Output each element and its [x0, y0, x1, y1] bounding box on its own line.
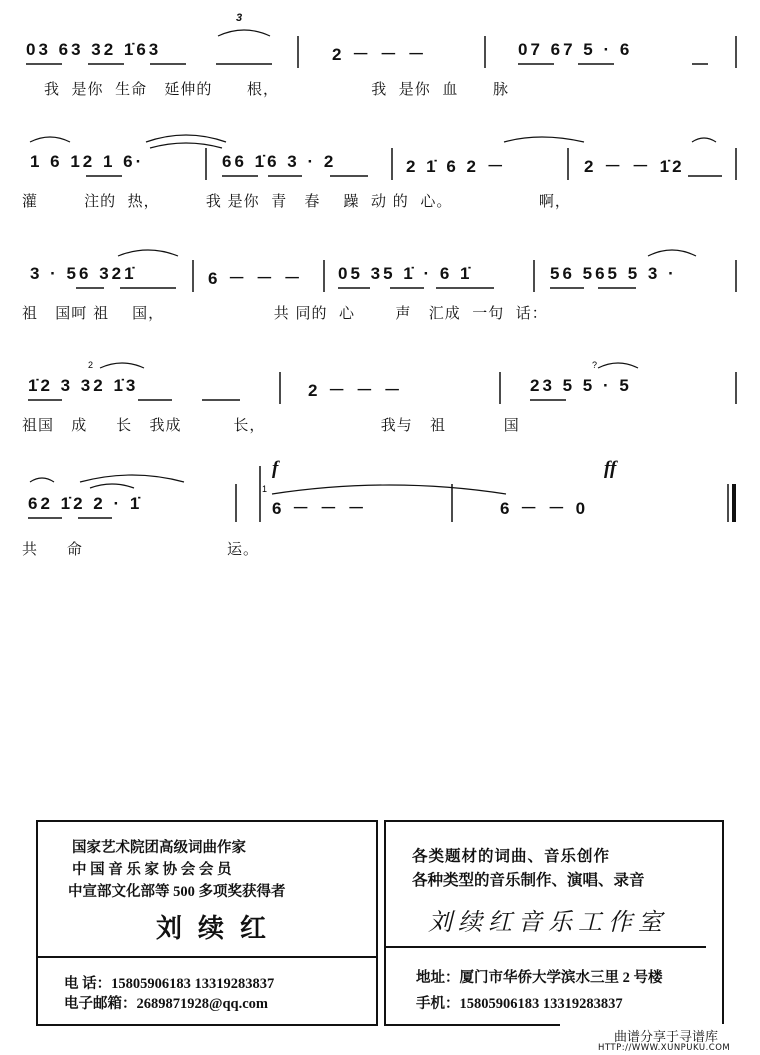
lyrics-line: 我 是你 生命 延伸的 根， 我 是你 血 脉 — [44, 80, 509, 98]
composer-name: 刘续红 — [156, 914, 283, 943]
lyrics-line: 灌 注的 热， 我 是你 青 春 躁 动 的 心。 啊， — [22, 192, 571, 210]
score-row-5 — [0, 458, 760, 566]
measure: 2 － － － — [308, 381, 404, 400]
studio-name: 刘续红音乐工作室 — [428, 910, 668, 936]
email-value: 2689871928@qq.com — [136, 996, 269, 1012]
measure: 3 · 56 321̇ — [30, 264, 137, 283]
triplet-mark: 3 — [236, 12, 246, 24]
watermark-cn: 曲谱分享于寻谱库 — [614, 1030, 719, 1045]
mobile-row — [416, 992, 623, 1013]
row-2-lines — [0, 130, 760, 230]
row-3-lines — [0, 242, 760, 342]
fermata-mark: ? — [592, 360, 598, 370]
watermark-url: HTTP://WWW.XUNPUKU.COM — [598, 1043, 731, 1053]
lyrics-line: 祖国 成 长 我成 长， 我与 祖 国 — [22, 416, 520, 434]
address-row — [416, 966, 663, 987]
phone-value: 15805906183 13319283837 — [111, 976, 275, 992]
mobile-label: 手机： — [416, 996, 460, 1012]
measure: 62 1̇2 2 · 1̇ — [28, 494, 143, 513]
dynamic-forte: f — [272, 458, 279, 479]
score-row-1 — [0, 12, 760, 118]
measure: 1 6 12 1 6· — [30, 152, 145, 171]
measure: 05 35 1̇ · 6 1̇ — [338, 264, 473, 283]
measure: 1̇2 3 32 1̇3 — [28, 376, 139, 395]
grace-note: 2 — [88, 360, 94, 370]
dynamic-fortissimo: ff — [604, 458, 617, 479]
address-value: 厦门市华侨大学滨水三里 2 号楼 — [459, 970, 663, 986]
studio-card — [384, 820, 724, 1026]
measure: 07 67 5 · 6 — [518, 40, 633, 59]
email-label: 电子邮箱： — [64, 996, 137, 1012]
composer-title: 中宣部文化部等 500 多项奖获得者 — [68, 884, 286, 900]
composer-card — [36, 820, 378, 1026]
measure: 03 63 32 1̇63 — [26, 40, 162, 59]
measure: 23 5 5 · 5 — [530, 376, 632, 395]
row-1-lines — [0, 18, 760, 118]
measure: 6 － － － — [272, 499, 368, 518]
divider — [386, 946, 706, 948]
score-row-2 — [0, 130, 760, 230]
divider — [38, 956, 376, 958]
measure: 2 1̇ 6 2 － — [406, 157, 507, 176]
measure: 66 1̇6 3 · 2 — [222, 152, 337, 171]
score-row-4 — [0, 354, 760, 454]
measure: 6 － － － — [208, 269, 304, 288]
grace-note: 1 — [262, 484, 268, 494]
service-line: 各类题材的词曲、音乐创作 — [412, 848, 611, 865]
measure: 2 － － － — [332, 45, 428, 64]
measure: 56 565 5 3 · — [550, 264, 677, 283]
address-label: 地址： — [416, 970, 460, 986]
composer-title: 中 国 音 乐 家 协 会 会 员 — [72, 862, 232, 878]
phone-row — [64, 972, 274, 993]
email-row — [64, 992, 268, 1013]
measure: 2 － － 1̇2 — [584, 157, 685, 176]
lyrics-line: 共 命 运。 — [22, 540, 260, 558]
row-4-lines — [0, 354, 760, 454]
mobile-value: 15805906183 13319283837 — [459, 996, 623, 1012]
composer-title: 国家艺术院团高级词曲作家 — [72, 840, 246, 856]
watermark — [560, 1024, 760, 1055]
measure: 6 － － 0 — [500, 499, 589, 518]
lyrics-line: 祖 国呵 祖 国， 共 同的 心 声 汇成 一句 话： — [22, 304, 548, 322]
service-line: 各种类型的音乐制作、演唱、录音 — [412, 872, 645, 889]
score-row-3 — [0, 242, 760, 342]
phone-label: 电 话： — [64, 976, 112, 992]
